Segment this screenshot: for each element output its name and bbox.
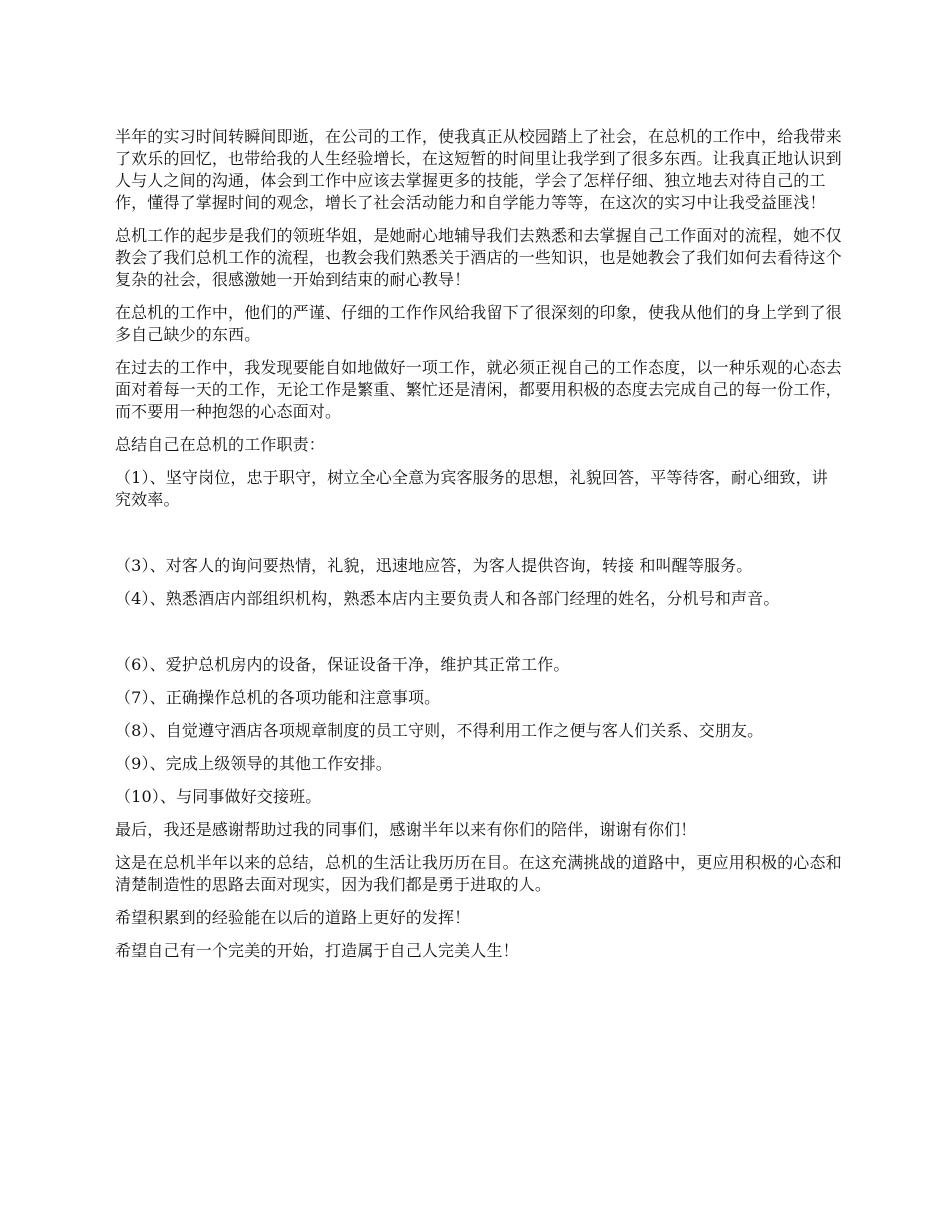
paragraph-intro: 半年的实习时间转瞬间即逝，在公司的工作，使我真正从校园踏上了社会，在总机的工作中，给我带来了欢乐的回忆，也带给我的人生经验增长，在这短暂的时间里让我学到了很多东西。让我真正地认识到人与人之间的沟通，体会到工作中应该去掌握更多的技能，学会了怎样仔细、独立地去对待自己的工作，懂得了掌握时间的观念，增长了社会活动能力和自学能力等等，在这次的实习中让我受益匪浅！ bbox=[115, 127, 842, 212]
document-body bbox=[115, 126, 842, 973]
paragraph-attitude: 在过去的工作中，我发现要能自如地做好一项工作，就必须正视自己的工作态度，以一种乐观的心态去面对着每一天的工作，无论工作是繁重、繁忙还是清闲，都要用积极的态度去完成自己的每一份工作，而不要用一种抱怨的心态面对。 bbox=[115, 358, 842, 421]
paragraph-duties-heading: 总结自己在总机的工作职责： bbox=[115, 435, 325, 454]
duty-item-6: （6）、爱护总机房内的设备，保证设备干净，维护其正常工作。 bbox=[115, 655, 570, 674]
paragraph-hope-experience: 希望积累到的经验能在以后的道路上更好的发挥！ bbox=[115, 908, 471, 927]
blank-gap bbox=[115, 522, 842, 555]
blank-gap bbox=[115, 621, 842, 654]
paragraph-colleagues: 在总机的工作中，他们的严谨、仔细的工作作风给我留下了很深刻的印象，使我从他们的身上学到了很多自己缺少的东西。 bbox=[115, 303, 842, 344]
duty-item-3: （3）、对客人的询问要热情，礼貌，迅速地应答，为客人提供咨询，转接 和叫醒等服务。 bbox=[115, 556, 753, 575]
duty-item-4: （4）、熟悉酒店内部组织机构，熟悉本店内主要负责人和各部门经理的姓名，分机号和声音。 bbox=[115, 589, 780, 608]
paragraph-thanks: 最后，我还是感谢帮助过我的同事们，感谢半年以来有你们的陪伴，谢谢有你们！ bbox=[115, 820, 697, 839]
duty-item-1: （1）、坚守岗位，忠于职守，树立全心全意为宾客服务的思想，礼貌回答，平等待客，耐心细致，讲究效率。 bbox=[115, 468, 828, 509]
duty-item-10: （10）、与同事做好交接班。 bbox=[115, 787, 322, 806]
paragraph-summary: 这是在总机半年以来的总结，总机的生活让我历历在目。在这充满挑战的道路中，更应用积极的心态和清楚制造性的思路去面对现实，因为我们都是勇于进取的人。 bbox=[115, 853, 842, 894]
duty-item-8: （8）、自觉遵守酒店各项规章制度的员工守则，不得利用工作之便与客人们关系、交朋友。 bbox=[115, 721, 764, 740]
duty-item-7: （7）、正确操作总机的各项功能和注意事项。 bbox=[115, 688, 441, 707]
paragraph-supervisor: 总机工作的起步是我们的领班华姐，是她耐心地辅导我们去熟悉和去掌握自己工作面对的流程，她不仅教会了我们总机工作的流程，也教会我们熟悉关于酒店的一些知识，也是她教会了我们如何去看待这个复杂的社会，很感激她一开始到结束的耐心教导！ bbox=[115, 226, 842, 289]
duty-item-9: （9）、完成上级领导的其他工作安排。 bbox=[115, 754, 392, 773]
paragraph-hope-future: 希望自己有一个完美的开始，打造属于自己人完美人生！ bbox=[115, 941, 519, 960]
